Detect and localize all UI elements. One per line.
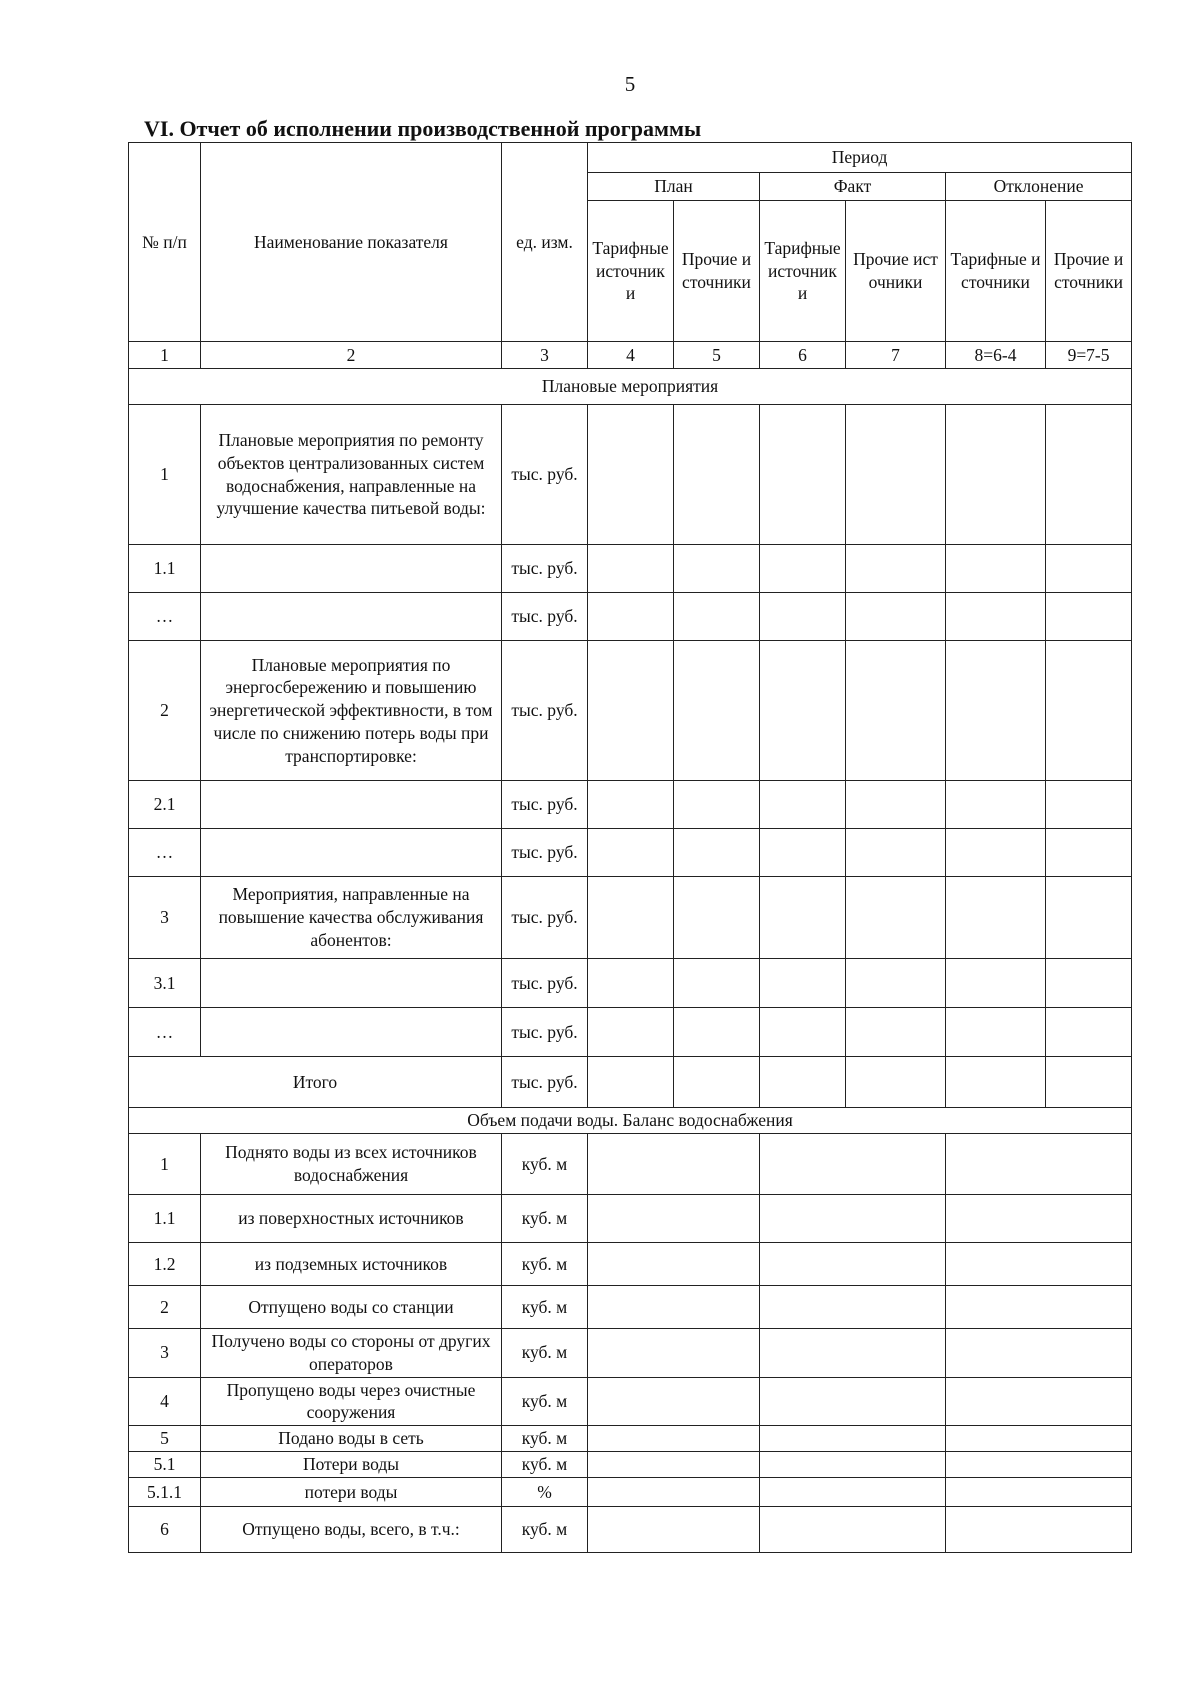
deviation-cell: [946, 1426, 1132, 1452]
empty-cell: [1046, 593, 1132, 641]
page-number: 5: [624, 72, 636, 96]
empty-cell: [946, 959, 1046, 1008]
empty-cell: [1046, 545, 1132, 593]
row-name: Потери воды: [201, 1452, 502, 1478]
row-name: из поверхностных источников: [201, 1195, 502, 1243]
row-name: [201, 593, 502, 641]
empty-cell: [846, 593, 946, 641]
fact-cell: [760, 1243, 946, 1286]
deviation-cell: [946, 1134, 1132, 1195]
row-name: Получено воды со стороны от других операторов: [201, 1329, 502, 1378]
column-number: 4: [588, 342, 674, 369]
total-label: Итого: [129, 1057, 502, 1108]
plan-cell: [588, 1195, 760, 1243]
fact-cell: [760, 1134, 946, 1195]
row-num: 5: [129, 1426, 201, 1452]
row-name: потери воды: [201, 1478, 502, 1507]
header-unit: ед. изм.: [502, 143, 588, 342]
header-fact-other: Прочие источники: [846, 201, 946, 342]
row-unit: тыс. руб.: [502, 593, 588, 641]
row-name: [201, 1008, 502, 1057]
empty-cell: [1046, 781, 1132, 829]
row-num: 1.2: [129, 1243, 201, 1286]
table-row: [129, 593, 1132, 641]
header-plan-tariff: Тарифные источники: [588, 201, 674, 342]
empty-cell: [760, 641, 846, 781]
empty-cell: [846, 1008, 946, 1057]
column-number: 9=7-5: [1046, 342, 1132, 369]
plan-cell: [588, 1452, 760, 1478]
row-num: 6: [129, 1507, 201, 1553]
row-unit: тыс. руб.: [502, 829, 588, 877]
fact-cell: [760, 1195, 946, 1243]
empty-cell: [946, 877, 1046, 959]
fact-cell: [760, 1452, 946, 1478]
column-number: 2: [201, 342, 502, 369]
table-row: [129, 1195, 1132, 1243]
empty-cell: [760, 877, 846, 959]
section-heading-water-balance: Объем подачи воды. Баланс водоснабжения: [129, 1108, 1132, 1134]
row-num: 2: [129, 1286, 201, 1329]
fact-cell: [760, 1478, 946, 1507]
empty-cell: [1046, 641, 1132, 781]
row-name: [201, 545, 502, 593]
row-num: 4: [129, 1377, 201, 1426]
row-unit: куб. м: [502, 1195, 588, 1243]
column-number: 7: [846, 342, 946, 369]
empty-cell: [946, 1057, 1046, 1108]
empty-cell: [1046, 1008, 1132, 1057]
table-row: [129, 405, 1132, 545]
section-heading-row: [129, 369, 1132, 405]
table-row: [129, 1478, 1132, 1507]
empty-cell: [946, 593, 1046, 641]
row-num: 1: [129, 1134, 201, 1195]
total-row: [129, 1057, 1132, 1108]
row-name: Поднято воды из всех источников водоснабжения: [201, 1134, 502, 1195]
deviation-cell: [946, 1507, 1132, 1553]
table-row: [129, 1507, 1132, 1553]
header-dev-other: Прочие источники: [1046, 201, 1132, 342]
header-name: Наименование показателя: [201, 143, 502, 342]
row-name: [201, 959, 502, 1008]
plan-cell: [588, 1478, 760, 1507]
row-name: Мероприятия, направленные на повышение качества обслуживания абонентов:: [201, 877, 502, 959]
table-row: [129, 781, 1132, 829]
row-unit: куб. м: [502, 1452, 588, 1478]
fact-cell: [760, 1507, 946, 1553]
empty-cell: [588, 1008, 674, 1057]
empty-cell: [760, 593, 846, 641]
empty-cell: [674, 829, 760, 877]
row-name: Отпущено воды, всего, в т.ч.:: [201, 1507, 502, 1553]
plan-cell: [588, 1243, 760, 1286]
deviation-cell: [946, 1286, 1132, 1329]
row-num: …: [129, 829, 201, 877]
row-num: 5.1: [129, 1452, 201, 1478]
table-row: [129, 959, 1132, 1008]
header-deviation: Отклонение: [946, 173, 1132, 201]
empty-cell: [846, 1057, 946, 1108]
table-row: [129, 877, 1132, 959]
row-unit: куб. м: [502, 1286, 588, 1329]
empty-cell: [846, 545, 946, 593]
column-number: 5: [674, 342, 760, 369]
row-name: из подземных источников: [201, 1243, 502, 1286]
empty-cell: [946, 781, 1046, 829]
empty-cell: [588, 877, 674, 959]
empty-cell: [1046, 877, 1132, 959]
row-num: 1.1: [129, 1195, 201, 1243]
empty-cell: [846, 781, 946, 829]
column-number: 6: [760, 342, 846, 369]
empty-cell: [1046, 829, 1132, 877]
empty-cell: [674, 405, 760, 545]
header-row-1: [129, 143, 1132, 173]
empty-cell: [760, 1057, 846, 1108]
header-plan: План: [588, 173, 760, 201]
empty-cell: [588, 959, 674, 1008]
empty-cell: [760, 405, 846, 545]
plan-cell: [588, 1134, 760, 1195]
empty-cell: [946, 829, 1046, 877]
table-row: [129, 1426, 1132, 1452]
row-unit: тыс. руб.: [502, 405, 588, 545]
empty-cell: [1046, 959, 1132, 1008]
row-num: 3.1: [129, 959, 201, 1008]
empty-cell: [674, 877, 760, 959]
plan-cell: [588, 1507, 760, 1553]
row-num: 1: [129, 405, 201, 545]
empty-cell: [674, 959, 760, 1008]
empty-cell: [588, 829, 674, 877]
row-num: 2: [129, 641, 201, 781]
empty-cell: [760, 545, 846, 593]
deviation-cell: [946, 1329, 1132, 1378]
row-num: 3: [129, 877, 201, 959]
deviation-cell: [946, 1478, 1132, 1507]
row-unit: куб. м: [502, 1134, 588, 1195]
fact-cell: [760, 1426, 946, 1452]
empty-cell: [846, 641, 946, 781]
row-num: …: [129, 593, 201, 641]
empty-cell: [946, 405, 1046, 545]
row-unit: тыс. руб.: [502, 877, 588, 959]
fact-cell: [760, 1377, 946, 1426]
row-unit: тыс. руб.: [502, 959, 588, 1008]
empty-cell: [946, 1008, 1046, 1057]
table-row: [129, 1243, 1132, 1286]
deviation-cell: [946, 1243, 1132, 1286]
empty-cell: [760, 781, 846, 829]
table-row: [129, 1452, 1132, 1478]
empty-cell: [760, 959, 846, 1008]
empty-cell: [674, 641, 760, 781]
section-title: VI. Отчет об исполнении производственной программы: [144, 116, 702, 141]
header-dev-tariff: Тарифные источники: [946, 201, 1046, 342]
empty-cell: [588, 781, 674, 829]
row-unit: куб. м: [502, 1426, 588, 1452]
header-num: № п/п: [129, 143, 201, 342]
table-row: [129, 1377, 1132, 1426]
empty-cell: [846, 959, 946, 1008]
row-name: [201, 829, 502, 877]
column-number: 3: [502, 342, 588, 369]
empty-cell: [760, 829, 846, 877]
plan-cell: [588, 1329, 760, 1378]
total-unit: тыс. руб.: [502, 1057, 588, 1108]
empty-cell: [674, 593, 760, 641]
table-row: [129, 641, 1132, 781]
table-row: [129, 829, 1132, 877]
section-heading-planned: Плановые мероприятия: [129, 369, 1132, 405]
row-num: 5.1.1: [129, 1478, 201, 1507]
empty-cell: [946, 641, 1046, 781]
header-fact: Факт: [760, 173, 946, 201]
empty-cell: [946, 545, 1046, 593]
row-unit: тыс. руб.: [502, 545, 588, 593]
plan-cell: [588, 1377, 760, 1426]
header-fact-tariff: Тарифные источники: [760, 201, 846, 342]
empty-cell: [588, 545, 674, 593]
row-unit: куб. м: [502, 1243, 588, 1286]
row-num: 3: [129, 1329, 201, 1378]
empty-cell: [674, 1008, 760, 1057]
section-heading-row: [129, 1108, 1132, 1134]
empty-cell: [588, 641, 674, 781]
row-unit: %: [502, 1478, 588, 1507]
empty-cell: [674, 781, 760, 829]
row-unit: тыс. руб.: [502, 641, 588, 781]
empty-cell: [588, 405, 674, 545]
table-row: [129, 545, 1132, 593]
column-number: 1: [129, 342, 201, 369]
fact-cell: [760, 1286, 946, 1329]
empty-cell: [1046, 1057, 1132, 1108]
row-num: 1.1: [129, 545, 201, 593]
fact-cell: [760, 1329, 946, 1378]
row-unit: куб. м: [502, 1507, 588, 1553]
empty-cell: [846, 829, 946, 877]
production-program-report-table: [128, 142, 1132, 1553]
table-row: [129, 1134, 1132, 1195]
deviation-cell: [946, 1195, 1132, 1243]
empty-cell: [760, 1008, 846, 1057]
header-period: Период: [588, 143, 1132, 173]
column-number: 8=6-4: [946, 342, 1046, 369]
empty-cell: [588, 593, 674, 641]
row-name: Отпущено воды со станции: [201, 1286, 502, 1329]
empty-cell: [674, 1057, 760, 1108]
plan-cell: [588, 1286, 760, 1329]
row-unit: куб. м: [502, 1377, 588, 1426]
row-name: [201, 781, 502, 829]
row-name: Плановые мероприятия по ремонту объектов централизованных систем водоснабжения, направленные на улучшение качества питьевой воды:: [201, 405, 502, 545]
deviation-cell: [946, 1377, 1132, 1426]
row-unit: куб. м: [502, 1329, 588, 1378]
empty-cell: [846, 405, 946, 545]
row-num: 2.1: [129, 781, 201, 829]
empty-cell: [674, 545, 760, 593]
empty-cell: [588, 1057, 674, 1108]
column-numbers-row: [129, 342, 1132, 369]
deviation-cell: [946, 1452, 1132, 1478]
table-row: [129, 1008, 1132, 1057]
row-num: …: [129, 1008, 201, 1057]
row-unit: тыс. руб.: [502, 1008, 588, 1057]
empty-cell: [1046, 405, 1132, 545]
row-name: Плановые мероприятия по энергосбережению и повышению энергетической эффективности, в том числе по снижению потерь воды при транспортировке:: [201, 641, 502, 781]
row-name: Пропущено воды через очистные сооружения: [201, 1377, 502, 1426]
row-name: Подано воды в сеть: [201, 1426, 502, 1452]
table-row: [129, 1329, 1132, 1378]
empty-cell: [846, 877, 946, 959]
row-unit: тыс. руб.: [502, 781, 588, 829]
header-plan-other: Прочие источники: [674, 201, 760, 342]
table-row: [129, 1286, 1132, 1329]
plan-cell: [588, 1426, 760, 1452]
